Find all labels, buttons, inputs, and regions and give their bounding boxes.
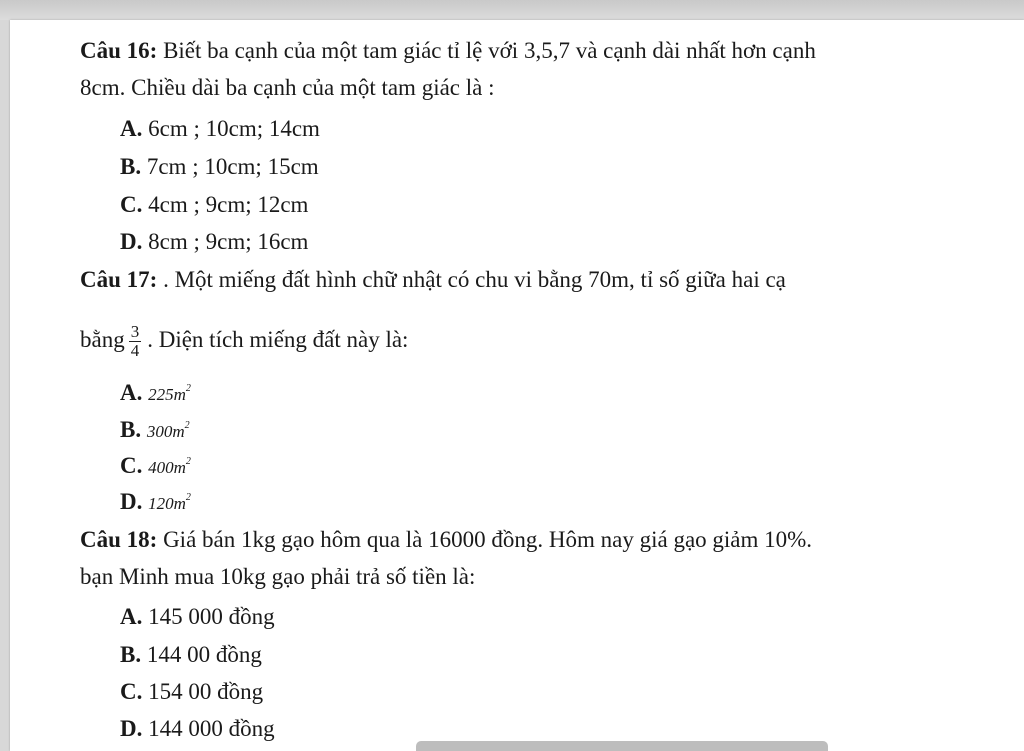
option-math xyxy=(148,458,191,477)
question-18-option-a xyxy=(120,603,275,631)
question-17-prefix: bằng xyxy=(80,327,125,352)
question-18-label: Câu 18: xyxy=(80,527,158,552)
math-exponent: 2 xyxy=(185,383,191,394)
option-text: 4cm ; 9cm; 12cm xyxy=(142,192,309,217)
math-value: 225m xyxy=(148,385,186,404)
option-letter: C. xyxy=(120,192,143,217)
question-17-text: . Một miếng đất hình chữ nhật có chu vi bằng 70m, tỉ số giữa hai cạ xyxy=(157,267,786,292)
option-math xyxy=(148,494,191,513)
option-math xyxy=(147,422,190,441)
option-letter: B. xyxy=(120,417,142,442)
option-letter: A. xyxy=(120,380,143,405)
question-18-line-1 xyxy=(80,526,812,554)
question-17-line-1 xyxy=(80,266,786,294)
option-letter: B. xyxy=(120,642,142,667)
fraction-numerator: 3 xyxy=(130,322,140,342)
option-text: 144 00 đồng xyxy=(141,642,262,667)
math-value: 120m xyxy=(148,494,186,513)
question-16-label: Câu 16: xyxy=(80,38,158,63)
question-16-option-a xyxy=(120,115,320,143)
fraction xyxy=(129,323,142,360)
option-letter: C. xyxy=(120,453,143,478)
option-text: 8cm ; 9cm; 16cm xyxy=(142,229,309,254)
question-17-option-c xyxy=(120,448,191,482)
math-exponent: 2 xyxy=(185,456,191,467)
option-letter: A. xyxy=(120,604,143,629)
question-16-text: Biết ba cạnh của một tam giác tỉ lệ với 3,5,7 và cạnh dài nhất hơn cạnh xyxy=(157,38,816,63)
question-17-option-d xyxy=(120,484,191,518)
math-exponent: 2 xyxy=(184,420,190,431)
option-letter: D. xyxy=(120,716,143,741)
question-17-suffix: . Diện tích miếng đất này là: xyxy=(147,327,409,352)
question-18-option-c xyxy=(120,678,263,706)
question-16-line-1 xyxy=(80,37,816,65)
option-letter: D. xyxy=(120,229,143,254)
option-letter: C. xyxy=(120,679,143,704)
question-16-option-d xyxy=(120,228,308,256)
scan-top-edge xyxy=(0,0,1024,20)
option-text: 144 000 đồng xyxy=(142,716,275,741)
question-18-option-b xyxy=(120,641,262,669)
question-18-text: Giá bán 1kg gạo hôm qua là 16000 đồng. Hôm nay giá gạo giảm 10%. xyxy=(157,527,813,552)
question-16-line-2: 8cm. Chiều dài ba cạnh của một tam giác là : xyxy=(80,75,495,100)
math-exponent: 2 xyxy=(185,492,191,503)
option-letter: A. xyxy=(120,116,143,141)
option-text: 154 00 đồng xyxy=(142,679,264,704)
option-text: 145 000 đồng xyxy=(142,604,275,629)
question-17-option-b xyxy=(120,412,190,446)
option-letter: B. xyxy=(120,154,142,179)
horizontal-scrollbar[interactable] xyxy=(416,741,828,751)
question-17-line-2 xyxy=(80,320,408,360)
fraction-denominator: 4 xyxy=(130,341,140,361)
question-16-option-c xyxy=(120,191,308,219)
option-text: 6cm ; 10cm; 14cm xyxy=(142,116,320,141)
math-value: 300m xyxy=(146,422,185,441)
question-16-option-b xyxy=(120,153,319,181)
option-text: 7cm ; 10cm; 15cm xyxy=(141,154,319,179)
option-math xyxy=(148,385,191,404)
question-18-option-d xyxy=(120,715,275,743)
question-17-label: Câu 17: xyxy=(80,267,158,292)
question-17-option-a xyxy=(120,375,191,409)
math-value: 400m xyxy=(148,458,186,477)
option-letter: D. xyxy=(120,489,143,514)
question-18-line-2: bạn Minh mua 10kg gạo phải trả số tiền là: xyxy=(80,564,476,589)
